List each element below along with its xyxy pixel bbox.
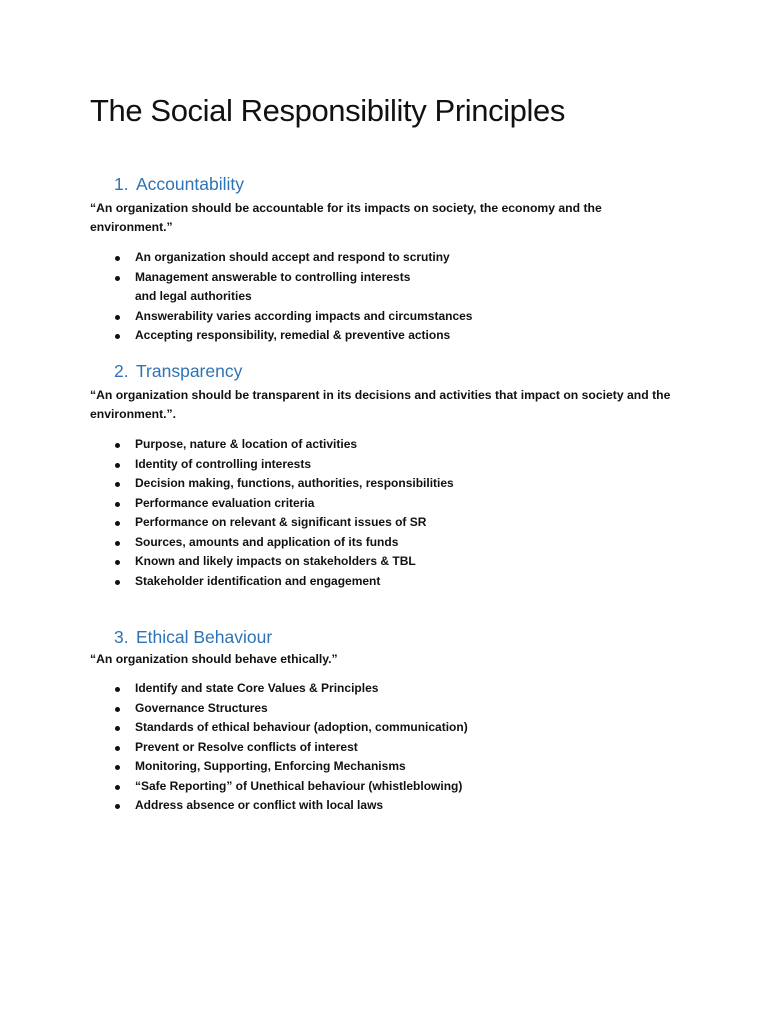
bullet-icon <box>115 580 120 585</box>
list-item-text: Prevent or Resolve conflicts of interest <box>135 739 358 754</box>
bullet-icon <box>115 276 120 281</box>
list-item <box>90 326 680 346</box>
section-number: 1. <box>114 174 129 194</box>
bullet-icon <box>115 502 120 507</box>
section-number: 3. <box>114 627 129 647</box>
list-item-text: Performance evaluation criteria <box>135 495 315 510</box>
bullet-icon <box>115 560 120 565</box>
list-item-text: Address absence or conflict with local laws <box>135 798 384 812</box>
bullet-icon <box>115 804 120 809</box>
bullet-icon <box>115 482 120 487</box>
bullet-list <box>90 679 680 816</box>
bullet-icon <box>115 521 120 526</box>
list-item <box>90 513 680 533</box>
section-heading <box>114 172 680 196</box>
bullet-icon <box>115 765 120 770</box>
list-item-text: Stakeholder identification and engagement <box>135 573 381 588</box>
principle-quote: “An organization should be transparent in its decisions and activities that impact on society and the environment.”. <box>90 388 671 421</box>
section-number: 2. <box>114 361 129 381</box>
list-item-text: “Safe Reporting” of Unethical behaviour (whistleblowing) <box>135 778 463 793</box>
list-item <box>90 552 680 572</box>
list-item <box>90 248 680 268</box>
list-item <box>90 435 680 455</box>
list-item <box>90 757 680 777</box>
bullet-list <box>90 435 680 591</box>
list-item-text: Decision making, functions, authorities, responsibilities <box>135 476 454 490</box>
list-item <box>90 718 680 738</box>
section-title: Ethical Behaviour <box>136 627 273 647</box>
list-item-text: Monitoring, Supporting, Enforcing Mechanisms <box>135 759 406 773</box>
list-item-text: Performance on relevant & significant issues of SR <box>135 515 427 529</box>
section-ethical-behaviour <box>90 625 680 816</box>
bullet-icon <box>115 726 120 731</box>
page-title: The Social Responsibility Principles <box>90 93 565 128</box>
list-item <box>90 474 680 494</box>
list-item <box>90 679 680 699</box>
bullet-icon <box>115 785 120 790</box>
list-item <box>90 533 680 553</box>
bullet-icon <box>115 707 120 712</box>
list-item-text: Accepting responsibility, remedial & preventive actions <box>135 328 451 342</box>
list-item <box>90 455 680 475</box>
principle-quote: “An organization should behave ethically.” <box>90 652 338 666</box>
bullet-icon <box>115 256 120 261</box>
section-title: Accountability <box>136 174 244 194</box>
bullet-icon <box>115 541 120 546</box>
list-item-text: Standards of ethical behaviour (adoption, communication) <box>135 720 468 734</box>
section-heading <box>114 359 680 383</box>
list-item <box>90 738 680 758</box>
bullet-icon <box>115 463 120 468</box>
list-item <box>90 796 680 816</box>
list-item-text-continuation: and legal authorities <box>135 289 252 303</box>
list-item <box>90 699 680 719</box>
list-item-text: An organization should accept and respond to scrutiny <box>135 250 450 264</box>
section-transparency <box>90 359 680 591</box>
bullet-icon <box>115 746 120 751</box>
principle-quote: “An organization should be accountable for its impacts on society, the economy and the environment.” <box>90 201 602 234</box>
list-item-text: Sources, amounts and application of its funds <box>135 534 399 549</box>
list-item-text: Known and likely impacts on stakeholders & TBL <box>135 554 416 568</box>
list-item-text: Purpose, nature & location of activities <box>135 437 358 451</box>
bullet-icon <box>115 334 120 339</box>
list-item-text: Identity of controlling interests <box>135 456 312 471</box>
list-item <box>90 307 680 327</box>
list-item-text: Answerability varies according impacts and circumstances <box>135 308 473 323</box>
bullet-icon <box>115 443 120 448</box>
list-item <box>90 777 680 797</box>
section-accountability <box>90 172 680 346</box>
list-item-text: Governance Structures <box>135 700 268 715</box>
list-item-text: Identify and state Core Values & Principles <box>135 681 379 695</box>
bullet-icon <box>115 315 120 320</box>
bullet-list <box>90 248 680 346</box>
list-item-text: Management answerable to controlling interests <box>135 269 411 284</box>
bullet-icon <box>115 687 120 692</box>
list-item <box>90 494 680 514</box>
section-title: Transparency <box>136 361 243 381</box>
section-heading <box>114 625 680 649</box>
list-item <box>90 572 680 592</box>
list-item <box>90 268 680 307</box>
